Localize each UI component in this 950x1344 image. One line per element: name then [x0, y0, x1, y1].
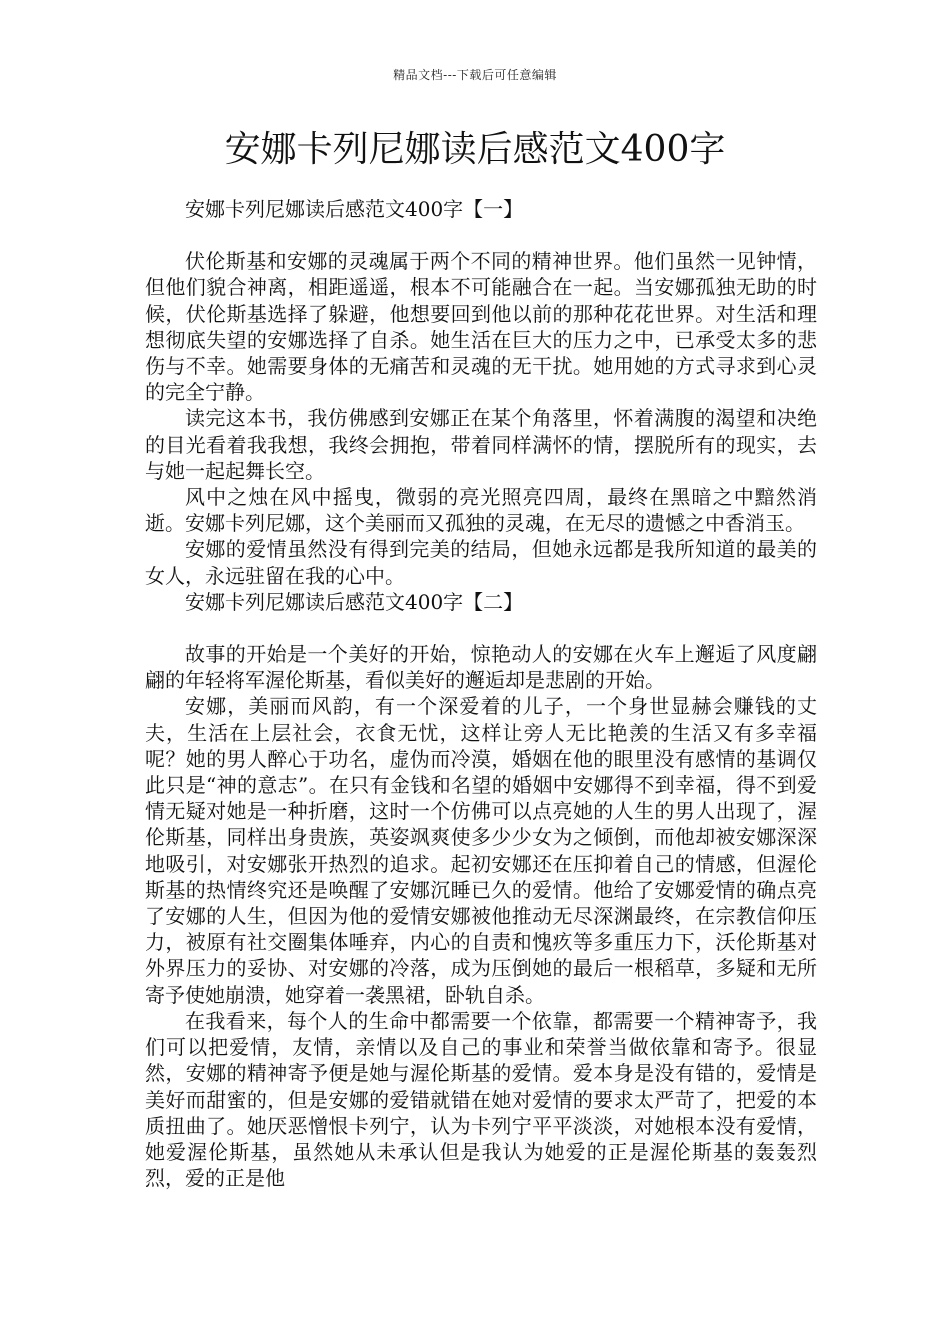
- paragraph: 伏伦斯基和安娜的灵魂属于两个不同的精神世界。他们虽然一见钟情，但他们貌合神离，相距遥遥，根本不可能融合在一起。当安娜孤独无助的时候，伏伦斯基选择了躲避，他想要回到他以前的那种花花世界。对生活和理想彻底失望的安娜选择了自杀。她生活在巨大的压力之中，已承受太多的悲伤与不幸。她需要身体的无痛苦和灵魂的无干扰。她用她的方式寻求到心灵的完全宁静。: [145, 249, 817, 405]
- paragraph: 安娜的爱情虽然没有得到完美的结局，但她永远都是我所知道的最美的女人，永远驻留在我的心中。: [145, 537, 817, 588]
- paragraph: 故事的开始是一个美好的开始，惊艳动人的安娜在火车上邂逅了风度翩翩的年轻将军渥伦斯基，看似美好的邂逅却是悲剧的开始。: [145, 642, 817, 693]
- section-heading-1: 安娜卡列尼娜读后感范文400字【一】: [185, 197, 524, 221]
- paragraph: 读完这本书，我仿佛感到安娜正在某个角落里，怀着满腹的渴望和决绝的目光看着我我想，我终会拥抱，带着同样满怀的情，摆脱所有的现实，去与她一起起舞长空。: [145, 406, 817, 483]
- paragraph: 风中之烛在风中摇曳，微弱的亮光照亮四周，最终在黑暗之中黯然消逝。安娜卡列尼娜，这个美丽而又孤独的灵魂，在无尽的遗憾之中香消玉。: [145, 485, 817, 536]
- paragraph: 在我看来，每个人的生命中都需要一个依靠，都需要一个精神寄予，我们可以把爱情，友情，亲情以及自己的事业和荣誉当做依靠和寄予。很显然，安娜的精神寄予便是她与渥伦斯基的爱情。爱本身是没有错的，爱情是美好而甜蜜的，但是安娜的爱错就错在她对爱情的要求太严苛了，把爱的本质扭曲了。她厌恶憎恨卡列宁，认为卡列宁平平淡淡，对她根本没有爱情，她爱渥伦斯基，虽然她从未承认但是我认为她爱的正是渥伦斯基的轰轰烈烈，爱的正是他: [145, 1008, 817, 1191]
- paragraph: 安娜，美丽而风韵，有一个深爱着的儿子，一个身世显赫会赚钱的丈夫，生活在上层社会，衣食无忧，这样让旁人无比艳羡的生活又有多幸福呢？她的男人醉心于功名，虚伪而冷漠，婚姻在他的眼里没有感情的基调仅此只是“神的意志”。在只有金钱和名望的婚姻中安娜得不到幸福，得不到爱情无疑对她是一种折磨，这时一个仿佛可以点亮她的人生的男人出现了，渥伦斯基，同样出身贵族，英姿飒爽使多少少女为之倾倒，而他却被安娜深深地吸引，对安娜张开热烈的追求。起初安娜还在压抑着自己的情感，但渥伦斯基的热情终究还是唤醒了安娜沉睡已久的爱情。他给了安娜爱情的确点亮了安娜的人生，但因为他的爱情安娜被他推动无尽深渊最终，在宗教信仰压力，被原有社交圈集体唾弃，内心的自责和愧疚等多重压力下，沃伦斯基对外界压力的妥协、对安娜的冷落，成为压倒她的最后一根稻草，多疑和无所寄予使她崩溃，她穿着一袭黑裙，卧轨自杀。: [145, 694, 817, 1007]
- section-heading-2: 安娜卡列尼娜读后感范文400字【二】: [185, 589, 524, 614]
- header-note: 精品文档---下载后可任意编辑: [393, 68, 557, 82]
- document-title: 安娜卡列尼娜读后感范文400字: [224, 129, 726, 170]
- document-body: [145, 196, 817, 1191]
